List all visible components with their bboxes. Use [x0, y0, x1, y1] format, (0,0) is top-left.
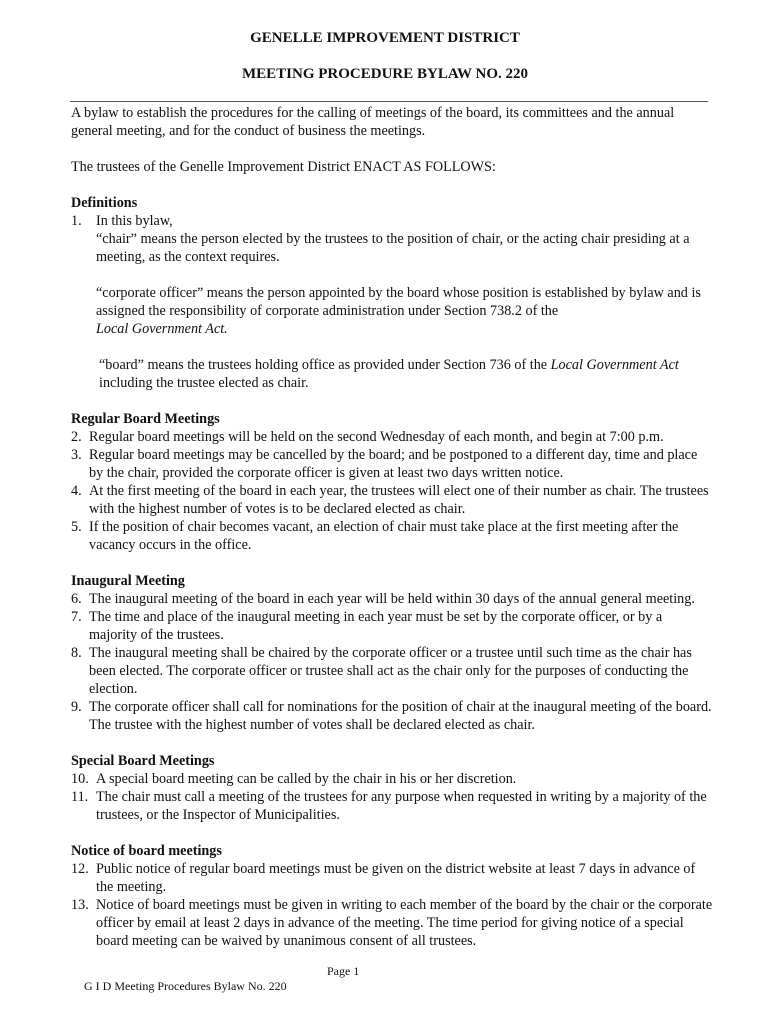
- bylaw-title: MEETING PROCEDURE BYLAW NO. 220: [241, 66, 528, 82]
- item-number: 2.: [71, 429, 82, 445]
- item-text: The time and place of the inaugural meeting in each year must be set by the corporate officer, or by a majority of the trustees.: [89, 609, 663, 643]
- item-text: Regular board meetings may be cancelled by the board; and be postponed to a different day, time and place by the chair, provided the corporate officer is given at least two days written notice.: [89, 447, 698, 481]
- list-item: [71, 644, 713, 698]
- item-text: The corporate officer shall call for nominations for the position of chair at the inaugural meeting of the board. The trustee with the highest number of votes shall be declared elected as chair.: [89, 699, 712, 733]
- notice-heading: Notice of board meetings: [71, 843, 222, 859]
- bylaw-body: [71, 104, 713, 950]
- item-text: Regular board meetings will be held on the second Wednesday of each month, and begin at 7:00 p.m.: [89, 429, 664, 445]
- inaugural-meeting-heading: Inaugural Meeting: [71, 573, 185, 589]
- corporate-officer-definition: “corporate officer” means the person appointed by the board whose position is established by bylaw and is assigned the responsibility of corporate administration under Section 738.2 of the Local Government Act.: [96, 285, 701, 337]
- item-number: 4.: [71, 483, 82, 499]
- item-text: Notice of board meetings must be given in writing to each member of the board by the chair or the corporate officer by email at least 2 days in advance of the meeting. The time period for giving notice of a special board meeting can be waived by unanimous consent of all trustees.: [96, 897, 713, 949]
- list-item: [71, 788, 713, 824]
- special-meetings-heading: Special Board Meetings: [71, 753, 215, 769]
- list-item: [71, 608, 713, 644]
- list-item: [71, 590, 713, 608]
- intro-paragraph: A bylaw to establish the procedures for the calling of meetings of the board, its committees and the annual general meeting, and for the conduct of business the meetings.: [71, 105, 675, 139]
- item-number: 10.: [71, 771, 89, 787]
- item-number: 12.: [71, 861, 89, 877]
- item-text: The inaugural meeting of the board in each year will be held within 30 days of the annual general meeting.: [89, 591, 695, 607]
- item-number: 5.: [71, 519, 82, 535]
- item-text: The chair must call a meeting of the trustees for any purpose when requested in writing by a majority of the trustees, or the Inspector of Municipalities.: [96, 789, 707, 823]
- item-text: Public notice of regular board meetings must be given on the district website at least 7 days in advance of the meeting.: [96, 861, 696, 895]
- page-footer: [72, 964, 360, 1024]
- district-title: GENELLE IMPROVEMENT DISTRICT: [250, 30, 520, 46]
- item-number: 7.: [71, 609, 82, 625]
- header-rule: [70, 101, 708, 102]
- chair-definition: “chair” means the person elected by the trustees to the position of chair, or the acting chair presiding at a meeting, as the context requires.: [96, 231, 690, 265]
- item-number: 11.: [71, 789, 89, 805]
- item-text: A special board meeting can be called by the chair in his or her discretion.: [96, 771, 517, 787]
- item-number: 6.: [71, 591, 82, 607]
- item-text: At the first meeting of the board in each year, the trustees will elect one of their number as chair. The trustees with the highest number of votes is to be declared elected as chair.: [89, 483, 709, 517]
- footer-page-number: Page 1: [327, 964, 360, 978]
- list-item: [71, 860, 713, 896]
- list-item: [71, 698, 713, 734]
- item-text: The inaugural meeting shall be chaired by the corporate officer or a trustee until such time as the chair has been elected. The corporate officer or trustee shall act as the chair only for the purposes of conducting the election.: [89, 645, 692, 697]
- item-number: 8.: [71, 645, 82, 661]
- regular-meetings-heading: Regular Board Meetings: [71, 411, 220, 427]
- list-item: [71, 428, 713, 446]
- item-text: If the position of chair becomes vacant, an election of chair must take place at the first meeting after the vacancy occurs in the office.: [89, 519, 679, 553]
- board-definition: “board” means the trustees holding office as provided under Section 736 of the Local Government Act including the trustee elected as chair.: [99, 357, 679, 391]
- item-number: 9.: [71, 699, 82, 715]
- list-item: [71, 770, 713, 788]
- enact-paragraph: The trustees of the Genelle Improvement District ENACT AS FOLLOWS:: [71, 159, 496, 175]
- list-item: [71, 896, 713, 950]
- list-item: [71, 446, 713, 482]
- list-item: [71, 482, 713, 518]
- list-item: [71, 518, 713, 554]
- item-text: In this bylaw,: [96, 213, 173, 229]
- item-number: 3.: [71, 447, 82, 463]
- footer-doc-title: G I D Meeting Procedures Bylaw No. 220: [84, 979, 287, 993]
- item-number: 1.: [71, 213, 82, 229]
- item-number: 13.: [71, 897, 89, 913]
- definitions-heading: Definitions: [71, 195, 138, 211]
- list-item: [71, 212, 713, 230]
